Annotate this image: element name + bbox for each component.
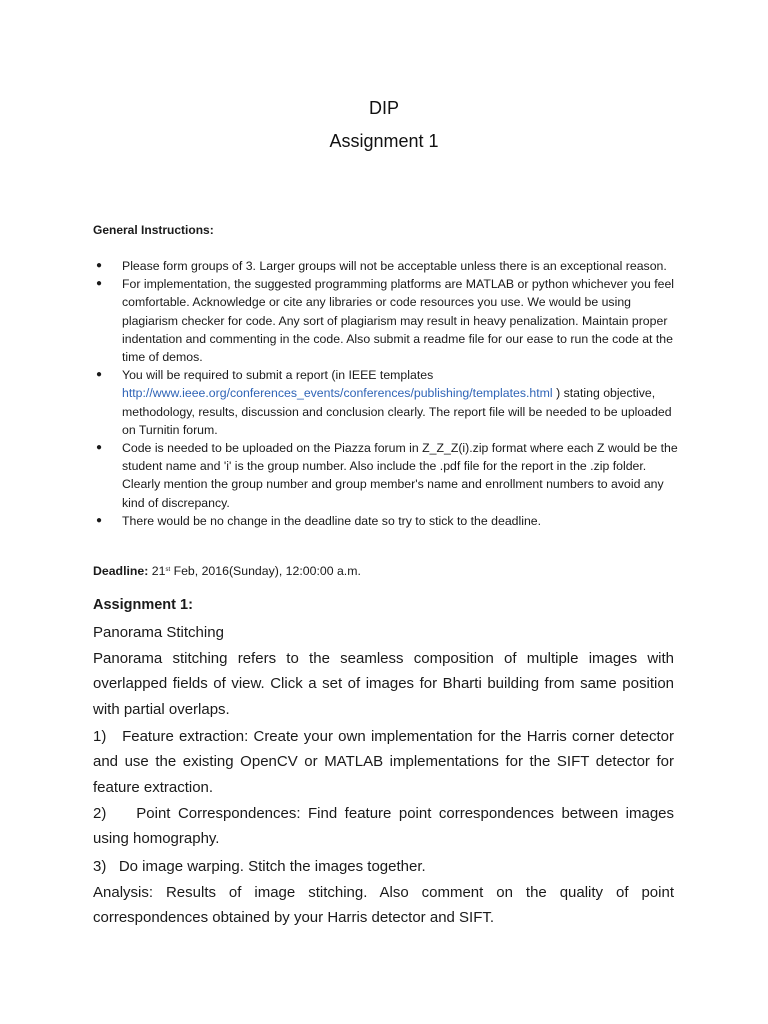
bullet-icon: ● [96,442,103,454]
task-1-paragraph: 1) Feature extraction: Create your own implementation for the Harris corner detector and use the existing OpenCV or MATLAB implementations for the SIFT detector for feature extraction. [93,728,674,796]
instruction-text: Code is needed to be uploaded on the Piazza forum in Z_Z_Z(i).zip format where each Z would be the student name and 'i' is the group number. Also include the .pdf file for the report in the .zip folder. Clearly mention the group number and group member's name and enrollment numbers to avoid any kind of discrepancy. [122,441,678,510]
deadline-day: 21 [151,564,166,578]
task-2-paragraph: 2) Point Correspondences: Find feature point correspondences between images using homography. [93,805,674,848]
assignment-topic: Panorama Stitching [93,624,224,641]
deadline-line [93,564,361,578]
instruction-text: Please form groups of 3. Larger groups will not be acceptable unless there is an exceptional reason. [122,259,667,273]
instruction-text: ) stating objective, methodology, results, discussion and conclusion clearly. The report file will be needed to be uploaded on Turnitin forum. [122,386,672,437]
bullet-icon: ● [96,260,103,271]
intro-paragraph: Panorama stitching refers to the seamless composition of multiple images with overlapped fields of view. Click a set of images for Bharti building from same position with partial overlaps. [93,650,674,718]
instruction-text: There would be no change in the deadline date so try to stick to the deadline. [122,513,542,528]
instruction-text: You will be required to submit a report (in IEEE templates [122,368,434,383]
list-item [93,512,683,530]
instruction-text: For implementation, the suggested programming platforms are MATLAB or python whichever you feel comfortable. Acknowledge or cite any libraries or code resources you use. We would be using plagiarism checker for code. Any sort of plagiarism may result in heavy penalization. Maintain proper indentation and commenting in the code. Also submit a readme file for our ease to run the code at the time of demos. [122,277,675,365]
ieee-templates-link[interactable]: http://www.ieee.org/conferences_events/conferences/publishing/templates.html [122,386,553,401]
document-title: DIP [368,98,399,118]
bullet-icon: ● [96,278,103,290]
bullet-icon: ● [96,369,103,381]
assignment-heading: Assignment 1: [93,597,193,613]
deadline-date: Feb, 2016(Sunday), 12:00:00 a.m. [173,564,361,578]
deadline-day-suffix: st [165,567,171,573]
deadline-label: Deadline: [93,564,149,578]
instructions-list [93,257,683,530]
list-item [93,366,683,439]
list-item [93,257,683,275]
list-item [93,275,683,366]
document-subtitle: Assignment 1 [329,131,439,151]
analysis-paragraph: Analysis: Results of image stitching. Also comment on the quality of point correspondences obtained by your Harris detector and SIFT. [93,884,674,927]
list-item [93,439,683,512]
task-3-paragraph: 3) Do image warping. Stitch the images together. [93,858,426,875]
bullet-icon: ● [96,514,103,526]
general-instructions-heading: General Instructions: [93,223,214,237]
